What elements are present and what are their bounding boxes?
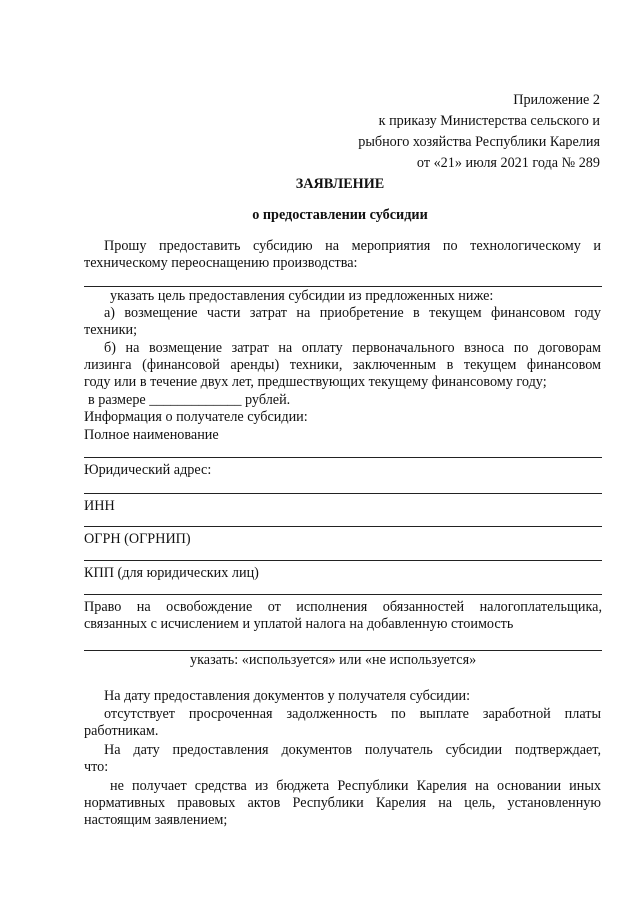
option-a-cont: техники; <box>84 322 138 338</box>
vat-hint: указать: «используется» или «не используется» <box>190 652 477 668</box>
full-name-label: Полное наименование <box>84 427 219 443</box>
legal-address-label: Юридический адрес: <box>84 462 212 478</box>
ogrn-label: ОГРН (ОГРНИП) <box>84 531 191 547</box>
vat-text: Право на освобождение от исполнения обязанностей налогоплательщика, <box>84 599 602 615</box>
debt-text: отсутствует просроченная задолженность по выплате заработной платы <box>104 706 601 722</box>
purpose-field-line[interactable] <box>84 286 602 287</box>
order-date: от «21» июля 2021 года № 289 <box>416 155 600 171</box>
inn-field[interactable] <box>84 526 602 527</box>
confirm-text: На дату предоставления документов получатель субсидии подтверждает, <box>104 742 601 758</box>
ministry-name: рыбного хозяйства Республики Карелия <box>358 134 600 150</box>
option-a: а) возмещение части затрат на приобретение в текущем финансовом году <box>104 305 601 321</box>
appendix-label: Приложение 2 <box>513 92 600 108</box>
intro-text-cont: техническому переоснащению производства: <box>84 255 358 271</box>
option-b-line2: лизинга (финансовой аренды) техники, заключенным в текущем финансовом <box>84 357 601 373</box>
budget-text: не получает средства из бюджета Республики Карелия на основании иных <box>110 778 601 794</box>
kpp-label: КПП (для юридических лиц) <box>84 565 259 581</box>
legal-address-field[interactable] <box>84 493 602 494</box>
debt-text-cont: работникам. <box>84 723 159 739</box>
vat-field[interactable] <box>84 650 602 651</box>
kpp-field[interactable] <box>84 594 602 595</box>
document-title: ЗАЯВЛЕНИЕ <box>295 176 385 192</box>
vat-text-cont: связанных с исчислением и уплатой налога на добавленную стоимость <box>84 616 514 632</box>
full-name-field[interactable] <box>84 457 602 458</box>
debt-intro: На дату предоставления документов у получателя субсидии: <box>104 688 471 704</box>
amount-line: в размере _____________ рублей. <box>88 392 291 408</box>
order-reference: к приказу Министерства сельского и <box>378 113 600 129</box>
recipient-info-label: Информация о получателе субсидии: <box>84 409 308 425</box>
purpose-hint: указать цель предоставления субсидии из предложенных ниже: <box>110 288 494 304</box>
option-b: б) на возмещение затрат на оплату первоначального взноса по договорам <box>104 340 601 356</box>
budget-text-line3: настоящим заявлением; <box>84 812 228 828</box>
inn-label: ИНН <box>84 498 115 514</box>
ogrn-field[interactable] <box>84 560 602 561</box>
option-b-line3: году или в течение двух лет, предшествующих текущему финансовому году; <box>84 374 547 390</box>
budget-text-line2: нормативных правовых актов Республики Карелия на цель, установленную <box>84 795 601 811</box>
intro-text: Прошу предоставить субсидию на мероприятия по технологическому и <box>104 238 601 254</box>
confirm-text-cont: что: <box>84 759 109 775</box>
document-subtitle: о предоставлении субсидии <box>252 207 428 223</box>
